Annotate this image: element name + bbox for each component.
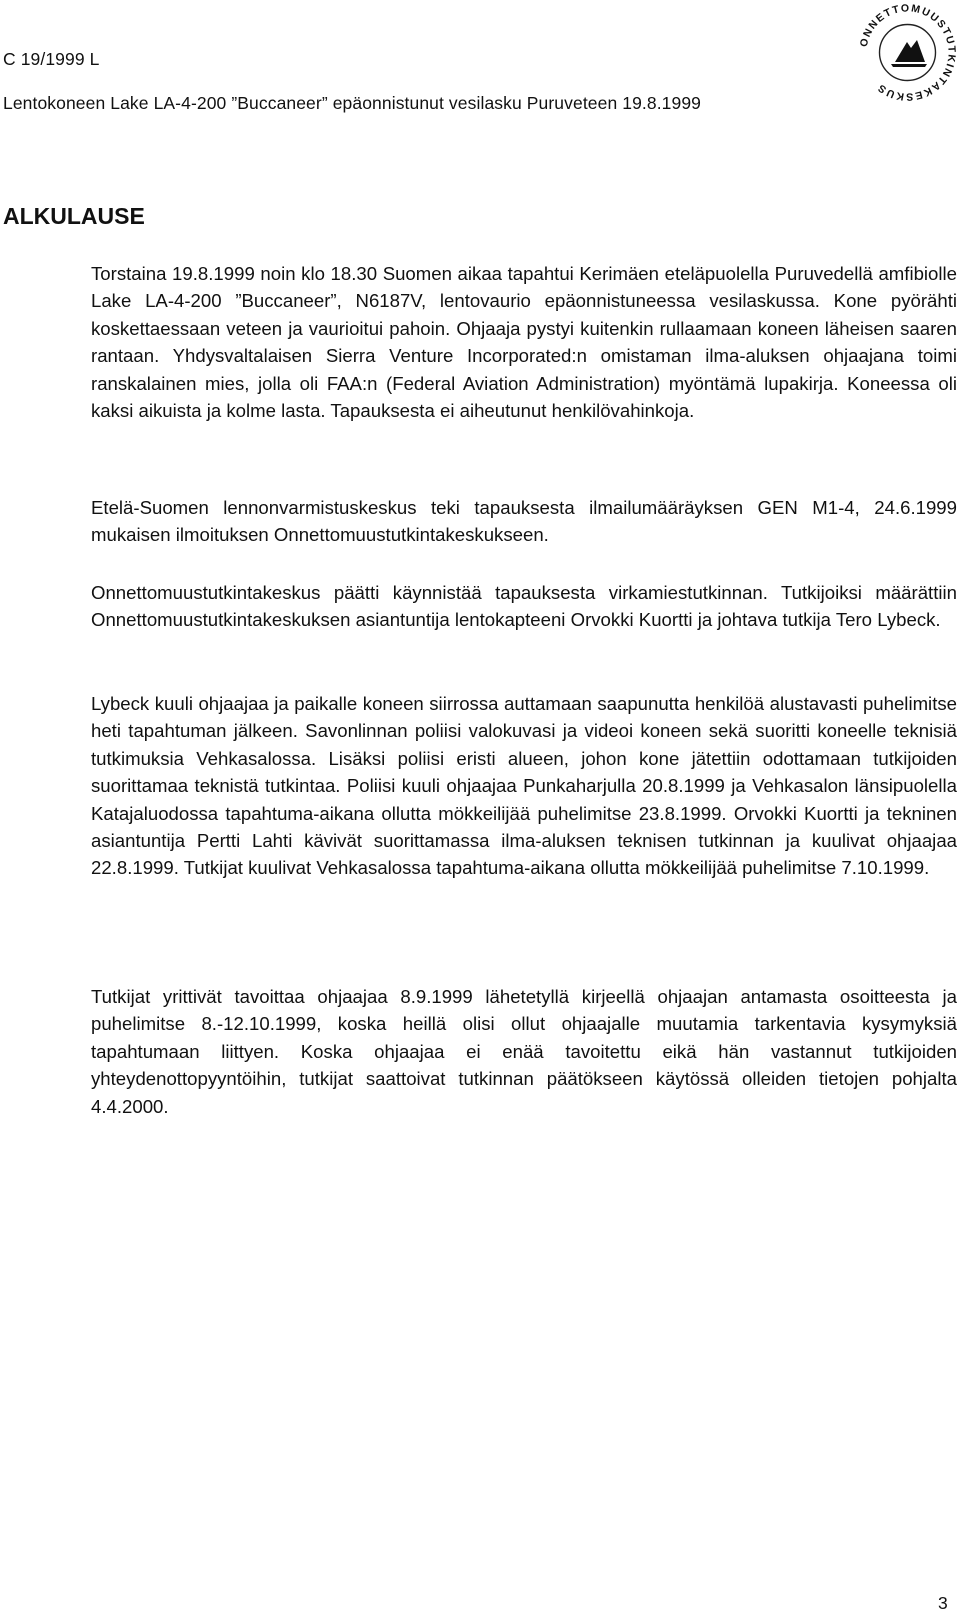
paragraph: Onnettomuustutkintakeskus päätti käynnistää tapauksesta virkamiestutkinnan. Tutkijoiksi määrättiin Onnettomuustutkintakeskuksen asiantuntija lentokapteeni Orvokki Kuortti ja johtava tutkija Tero Lybeck. xyxy=(91,582,957,631)
logo-seal-icon xyxy=(855,0,960,105)
onnettomuustutkintakeskus-logo xyxy=(855,0,960,105)
logo-ring-text: ONNETTOMUUSTUTKINTAKESKUS xyxy=(857,2,958,103)
section-title: ALKULAUSE xyxy=(3,203,145,229)
paragraph: Etelä-Suomen lennonvarmistuskeskus teki tapauksesta ilmailumääräyksen GEN M1-4, 24.6.1999 mukaisen ilmoituksen Onnettomuustutkintakeskukseen. xyxy=(91,497,957,546)
page-number: 3 xyxy=(938,1593,948,1613)
report-id: C 19/1999 L xyxy=(3,49,100,69)
paragraph: Tutkijat yrittivät tavoittaa ohjaajaa 8.9.1999 lähetetyllä kirjeellä ohjaajan antamasta osoitteesta ja puhelimitse 8.-12.10.1999, koska heillä olisi ollut ohjaajalle muutamia tarkentavia kysymyksiä tapahtumaan liittyen. Koska ohjaajaa ei enää tavoitettu eikä hän vastannut tutkijoiden yhteydenottopyyntöihin, tutkijat saattoivat tutkinnan päätökseen käytössä olleiden tietojen pohjalta 4.4.2000. xyxy=(91,986,957,1117)
paragraph: Torstaina 19.8.1999 noin klo 18.30 Suomen aikaa tapahtui Kerimäen eteläpuolella Puruvedellä amfibiolle Lake LA-4-200 ”Buccaneer”, N6187V, lentovaurio epäonnistuneessa vesilaskussa. Kone pyörähti koskettaessaan veteen ja vaurioitui pahoin. Ohjaaja pystyi kuitenkin rullaamaan koneen läheisen saaren rantaan. Yhdysvaltalaisen Sierra Venture Incorporated:n omistaman ilma-aluksen ohjaajana toimi ranskalainen mies, jolla oli FAA:n (Federal Aviation Administration) myöntämä lupakirja. Koneessa oli kaksi aikuista ja kolme lasta. Tapauksesta ei aiheutunut henkilövahinkoja. xyxy=(91,263,957,422)
report-subtitle: Lentokoneen Lake LA-4-200 ”Buccaneer” epäonnistunut vesilasku Puruveteen 19.8.1999 xyxy=(3,93,701,113)
paragraph: Lybeck kuuli ohjaajaa ja paikalle koneen siirrossa auttamaan saapunutta henkilöä alustavasti puhelimitse heti tapahtuman jälkeen. Savonlinnan poliisi valokuvasi ja videoi koneen sekä suoritti koneelle teknisiä tutkimuksia Vehkasalossa. Lisäksi poliisi eristi alueen, johon kone jätettiin odottamaan tutkijoiden suorittamaa teknistä tutkintaa. Poliisi kuuli ohjaajaa Punkaharjulla 20.8.1999 ja Vehkasalon länsipuolella Katajaluodossa tapahtuma-aikana ollutta mökkeilijää puhelimitse 23.8.1999. Orvokki Kuortti ja tekninen asiantuntija Pertti Lahti kävivät suorittamassa ilma-aluksen teknisen tutkinnan ja kuulivat ohjaajaa 22.8.1999. Tutkijat kuulivat Vehkasalossa tapahtuma-aikana ollutta mökkeilijää puhelimitse 7.10.1999. xyxy=(91,693,957,879)
